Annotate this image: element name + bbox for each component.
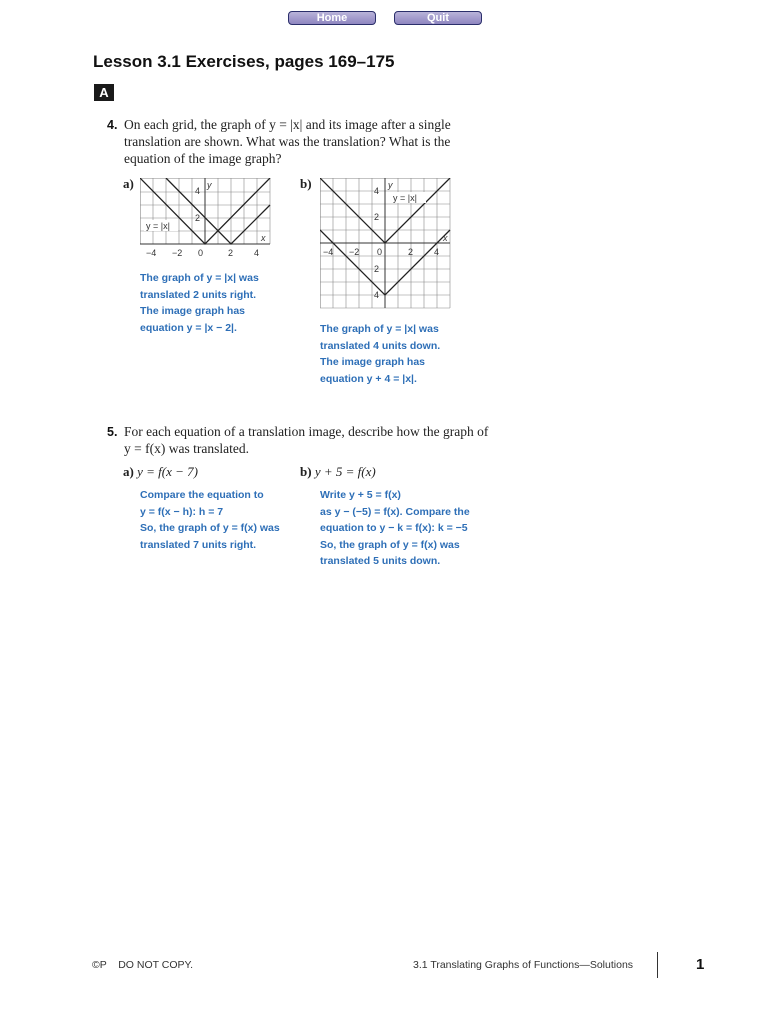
x-tick-label: 4	[254, 248, 260, 258]
x-tick-label: −2	[172, 248, 183, 258]
section-label: A	[94, 84, 114, 101]
y-tick-label: 4	[195, 186, 201, 196]
footer-copyright: ©P DO NOT COPY.	[92, 959, 194, 971]
question-5-number: 5.	[107, 425, 118, 439]
question-5-line: y = f(x) was translated.	[124, 441, 249, 456]
answer-5b	[320, 487, 470, 570]
x-tick-label: 0	[198, 248, 204, 258]
x-tick-label: 2	[228, 248, 234, 258]
x-tick-label: 4	[434, 247, 440, 257]
answer-line: equation y + 4 = |x|.	[320, 372, 417, 385]
answer-line: Write y + 5 = f(x)	[320, 489, 401, 501]
answer-line: equation y = |x − 2|.	[140, 321, 237, 334]
answer-line: The graph of y = |x| was	[140, 272, 259, 284]
part-5a-label: a)	[123, 464, 134, 479]
answer-line: The image graph has	[140, 305, 246, 317]
part-4a-label: a)	[123, 176, 134, 191]
part-5b-equation: y + 5 = f(x)	[314, 464, 376, 479]
answer-line: translated 4 units down.	[320, 339, 441, 352]
answer-line: The image graph has	[320, 356, 426, 368]
answer-line: translated 2 units right.	[140, 288, 257, 301]
page-number: 1	[696, 956, 705, 973]
question-4-line: equation of the image graph?	[124, 151, 282, 166]
home-button[interactable]: Home	[288, 11, 376, 25]
answer-line: y = f(x − h): h = 7	[140, 505, 224, 518]
curve-label: y = |x|	[146, 221, 170, 231]
answer-4b	[320, 321, 440, 387]
y-tick-label: 4	[374, 186, 380, 196]
part-5a	[123, 464, 198, 480]
answer-line: So, the graph of y = f(x) was	[320, 538, 460, 551]
x-tick-label: −4	[146, 248, 157, 258]
answer-line: translated 7 units right.	[140, 538, 257, 551]
question-4-line: translation are shown. What was the translation? What is the	[124, 134, 451, 149]
x-tick-label: 0	[377, 247, 383, 257]
quit-button[interactable]: Quit	[394, 11, 482, 25]
answer-line: The graph of y = |x| was	[320, 323, 439, 335]
part-5b	[300, 464, 376, 480]
part-5b-label: b)	[300, 464, 312, 479]
footer-divider	[657, 952, 658, 978]
question-5-line: For each equation of a translation image, describe how the graph of	[124, 424, 489, 439]
y-tick-label: 4	[374, 290, 380, 300]
question-5-text	[124, 423, 488, 457]
question-4-number: 4.	[107, 118, 118, 132]
x-tick-label: 2	[408, 247, 414, 257]
answer-line: So, the graph of y = f(x) was	[140, 522, 280, 534]
answer-line: translated 5 units down.	[320, 555, 441, 567]
answer-line: as y − (−5) = f(x). Compare the	[320, 505, 470, 518]
y-axis-label: y	[207, 180, 212, 190]
x-axis-label: x	[443, 233, 448, 243]
answer-line: Compare the equation to	[140, 489, 264, 501]
answer-4a	[140, 270, 259, 336]
graph-4a	[140, 178, 272, 260]
y-axis-label: y	[388, 180, 393, 190]
part-4b-label: b)	[300, 176, 312, 191]
answer-5a	[140, 487, 280, 553]
answer-line: equation to y − k = f(x): k = −5	[320, 522, 468, 534]
curve-label: y = |x|	[393, 193, 417, 203]
lesson-title: Lesson 3.1 Exercises, pages 169–175	[93, 52, 395, 71]
question-4-text	[124, 116, 451, 167]
graph-4b	[320, 178, 452, 312]
x-tick-label: −4	[323, 247, 334, 257]
y-tick-label: 2	[195, 213, 201, 223]
question-4-line: On each grid, the graph of y = |x| and its image after a single	[124, 117, 451, 132]
part-5a-equation: y = f(x − 7)	[137, 464, 198, 479]
y-tick-label: 2	[374, 212, 380, 222]
x-axis-label: x	[261, 233, 266, 243]
y-tick-label: 2	[374, 264, 380, 274]
footer-section-title: 3.1 Translating Graphs of Functions—Solutions	[413, 959, 634, 971]
x-tick-label: −2	[349, 247, 360, 257]
